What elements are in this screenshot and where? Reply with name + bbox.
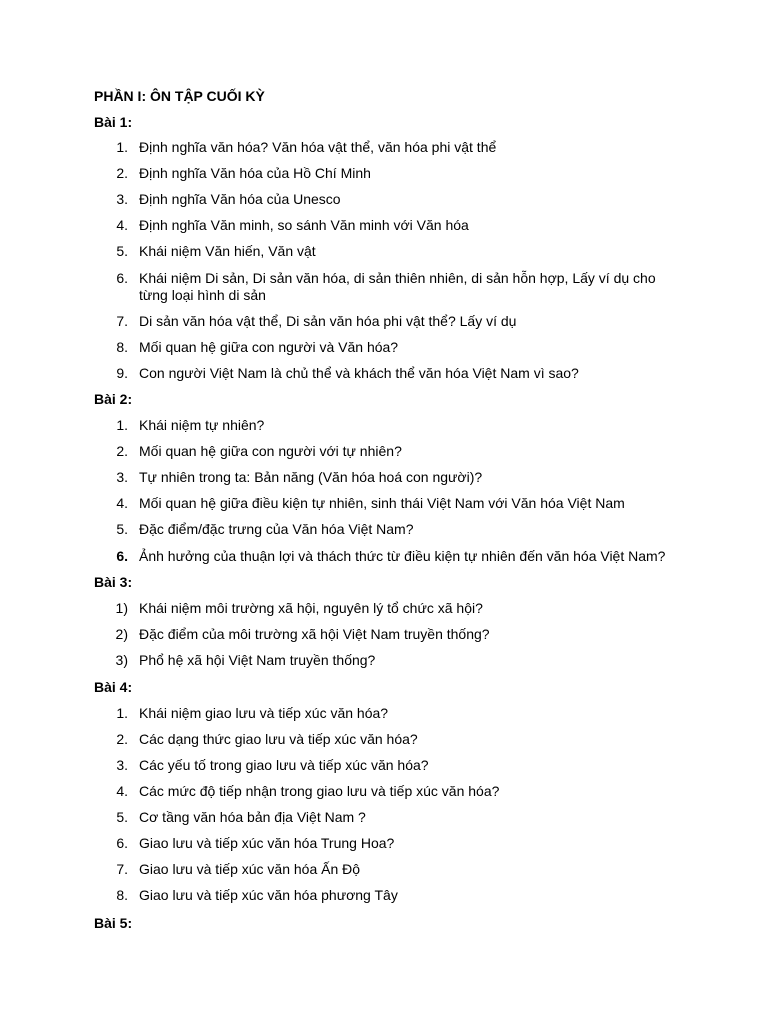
section-heading: Bài 4: xyxy=(94,679,133,695)
list-item-text: Khái niệm môi trường xã hội, nguyên lý tổ chức xã hội? xyxy=(139,600,483,616)
list-item-text: Định nghĩa Văn minh, so sánh Văn minh với Văn hóa xyxy=(139,217,469,233)
list-item-text: Mối quan hệ giữa điều kiện tự nhiên, sinh thái Việt Nam với Văn hóa Việt Nam xyxy=(139,495,625,511)
list-item-number: 7. xyxy=(116,313,128,329)
list-item-number: 9. xyxy=(116,365,128,381)
list-item-number: 4. xyxy=(116,495,128,511)
list-item-number: 1. xyxy=(116,139,128,155)
list-item-number: 6. xyxy=(116,270,128,286)
list-item-text: Mối quan hệ giữa con người và Văn hóa? xyxy=(139,339,399,355)
list-item-text: Đặc điểm/đặc trưng của Văn hóa Việt Nam? xyxy=(139,521,414,537)
list-item-text: Khái niệm giao lưu và tiếp xúc văn hóa? xyxy=(139,705,389,721)
list-item-number: 1. xyxy=(116,705,128,721)
list-item-number: 2) xyxy=(115,626,128,642)
list-item-number: 8. xyxy=(116,887,128,903)
section-heading: Bài 2: xyxy=(94,391,133,407)
list-item-number: 4. xyxy=(116,783,128,799)
list-item-text: Các dạng thức giao lưu và tiếp xúc văn hóa? xyxy=(139,731,418,747)
list-item-text: Các mức độ tiếp nhận trong giao lưu và tiếp xúc văn hóa? xyxy=(139,783,500,799)
section-heading: Bài 1: xyxy=(94,114,133,130)
list-item-text: Cơ tầng văn hóa bản địa Việt Nam ? xyxy=(139,809,366,825)
list-item-text: Con người Việt Nam là chủ thể và khách thể văn hóa Việt Nam vì sao? xyxy=(139,365,579,381)
list-item-number: 2. xyxy=(116,165,128,181)
list-item-text: Đặc điểm của môi trường xã hội Việt Nam truyền thống? xyxy=(139,626,490,642)
list-item-number: 3. xyxy=(116,469,128,485)
section-heading: Bài 3: xyxy=(94,574,133,590)
list-item-number: 3) xyxy=(115,652,128,668)
list-item-number: 7. xyxy=(116,861,128,877)
list-item-number: 5. xyxy=(116,521,128,537)
list-item-number: 8. xyxy=(116,339,128,355)
list-item-text: Định nghĩa Văn hóa của Unesco xyxy=(139,191,341,207)
list-item-number: 2. xyxy=(116,443,128,459)
list-item-text: Giao lưu và tiếp xúc văn hóa phương Tây xyxy=(139,887,398,903)
page-title: PHẦN I: ÔN TẬP CUỐI KỲ xyxy=(94,88,265,104)
list-item-number: 1) xyxy=(115,600,128,616)
list-item-text: Định nghĩa văn hóa? Văn hóa vật thể, văn hóa phi vật thể xyxy=(139,139,497,155)
list-item-number: 6. xyxy=(116,835,128,851)
list-item-text: Giao lưu và tiếp xúc văn hóa Trung Hoa? xyxy=(139,835,395,851)
list-item-text: Di sản văn hóa vật thể, Di sản văn hóa phi vật thể? Lấy ví dụ xyxy=(139,313,517,329)
list-item-text: Mối quan hệ giữa con người với tự nhiên? xyxy=(139,443,402,459)
list-item-number: 1. xyxy=(116,417,128,433)
list-item-text: Ảnh hưởng của thuận lợi và thách thức từ điều kiện tự nhiên đến văn hóa Việt Nam? xyxy=(139,548,666,564)
list-item-text: Khái niệm Di sản, Di sản văn hóa, di sản thiên nhiên, di sản hỗn hợp, Lấy ví dụ cho từng loại hình di sản xyxy=(139,270,656,303)
list-item-number: 6. xyxy=(116,548,128,564)
list-item-number: 4. xyxy=(116,217,128,233)
list-item-number: 3. xyxy=(116,191,128,207)
list-item-number: 5. xyxy=(116,243,128,259)
list-item-text: Phổ hệ xã hội Việt Nam truyền thống? xyxy=(139,652,376,668)
list-item-text: Định nghĩa Văn hóa của Hồ Chí Minh xyxy=(139,165,371,181)
list-item-text: Khái niệm Văn hiến, Văn vật xyxy=(139,243,316,259)
list-item-number: 2. xyxy=(116,731,128,747)
list-item-number: 5. xyxy=(116,809,128,825)
list-item-text: Các yếu tố trong giao lưu và tiếp xúc văn hóa? xyxy=(139,757,429,773)
section-heading: Bài 5: xyxy=(94,915,133,931)
list-item-text: Giao lưu và tiếp xúc văn hóa Ấn Độ xyxy=(139,861,361,877)
list-item-text: Tự nhiên trong ta: Bản năng (Văn hóa hoá con người)? xyxy=(139,469,483,485)
list-item-text: Khái niệm tự nhiên? xyxy=(139,417,265,433)
list-item-number: 3. xyxy=(116,757,128,773)
